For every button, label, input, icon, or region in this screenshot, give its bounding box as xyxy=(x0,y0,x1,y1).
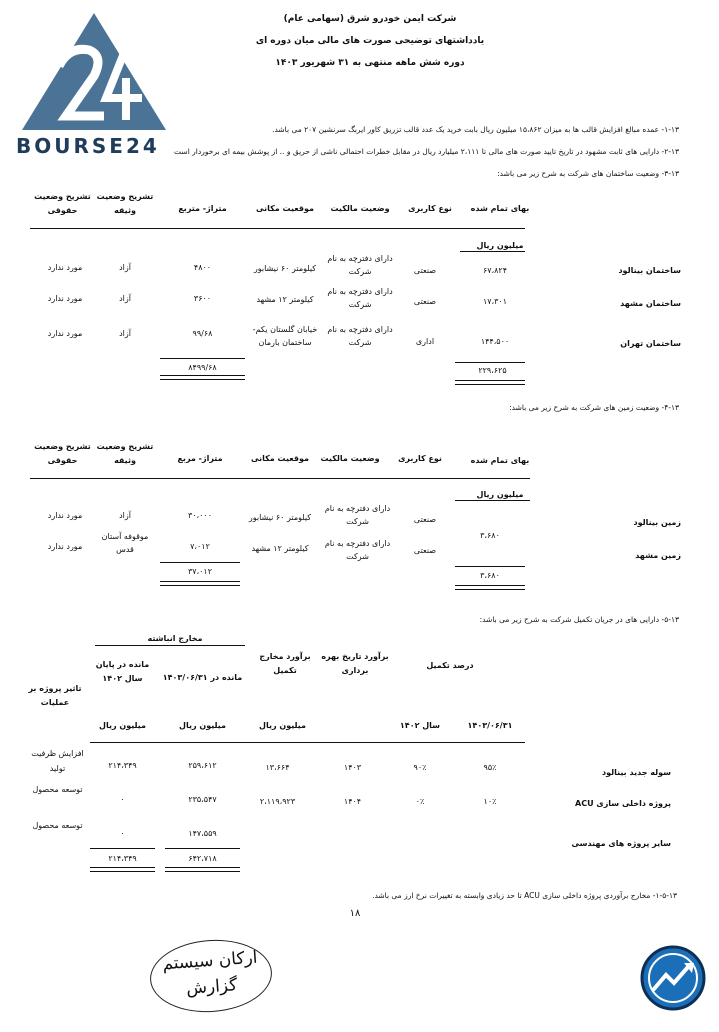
col-header-usage: نوع کاربری xyxy=(408,204,452,213)
cell-ownership: دارای دفترچه به نام شرکت xyxy=(324,539,391,561)
col-header-balance-1403: مانده در ۱۴۰۳/۰۶/۳۱ xyxy=(162,673,243,682)
col-header-impact: تاثیر پروژه بر عملیات xyxy=(28,684,82,707)
cell-est-date: ۱۴۰۴ xyxy=(343,797,362,806)
col-header-cost: بهای تمام شده xyxy=(470,456,530,465)
cell-location: کیلومتر ۱۲ مشهد xyxy=(256,295,314,304)
cell-cost: ۱۴۴،۵۰۰ xyxy=(480,337,510,346)
col-header-est-cost: برآورد مخارج تکمیل xyxy=(259,652,311,675)
unit-label: میلیون ریال xyxy=(476,490,524,499)
col-header-legal: تشریح وضعیت حقوقی xyxy=(34,192,91,215)
stamp xyxy=(148,936,275,1016)
cell-usage: صنعتی xyxy=(413,297,437,306)
row-name: ساختمان مشهد xyxy=(620,299,681,308)
cell-usage: صنعتی xyxy=(413,266,437,275)
trend-chart-icon xyxy=(640,945,706,1011)
cell-pct-1403: ۹۵٪ xyxy=(483,763,497,772)
total-1402: ۲۱۴،۳۴۹ xyxy=(108,854,137,863)
cell-bal-1402: ۰ xyxy=(120,795,125,804)
header-divider xyxy=(30,228,525,229)
col-header-location: موقعیت مکانی xyxy=(251,454,309,463)
company-name: شرکت ایمن خودرو شرق (سهامی عام) xyxy=(283,14,457,24)
cell-bal-1402: ۰ xyxy=(120,829,125,838)
col-header-cost: بهای تمام شده xyxy=(470,204,530,213)
cell-bal-1403: ۲۳۵،۵۴۷ xyxy=(188,795,217,804)
col-header-ownership: وضعیت مالکیت xyxy=(330,204,390,213)
cell-area: ۴۸۰۰ xyxy=(193,263,212,272)
cell-est-date: ۱۴۰۳ xyxy=(343,763,362,772)
col-header-area: متراژ- مربع xyxy=(177,454,223,463)
logo-triangle-icon xyxy=(14,8,174,138)
cell-est-cost: ۲،۱۱۹،۹۲۳ xyxy=(259,797,296,806)
double-underline xyxy=(165,867,240,872)
col-header-date-1403: ۱۴۰۳/۰۶/۳۱ xyxy=(467,721,513,730)
cell-legal: مورد ندارد xyxy=(47,511,83,520)
cell-ownership: دارای دفترچه به نام شرکت xyxy=(327,325,393,347)
unit-underline xyxy=(455,500,530,501)
cell-location: خیابان گلستان یکم- ساختمان بارمان xyxy=(252,325,318,347)
col-header-collateral: تشریح وضعیت وثیقه xyxy=(96,442,154,465)
cell-impact: افزایش ظرفیت تولید xyxy=(31,749,84,773)
col-header-location: موقعیت مکانی xyxy=(256,204,314,213)
period-title: دوره شش ماهه منتهی به ۳۱ شهریور ۱۴۰۳ xyxy=(275,58,465,68)
double-underline xyxy=(160,581,240,586)
cell-legal: مورد ندارد xyxy=(47,263,83,272)
cell-impact: توسعه محصول xyxy=(32,821,83,830)
row-name: ساختمان بینالود xyxy=(618,266,681,275)
total-line xyxy=(165,848,240,849)
bourse-circle-logo xyxy=(640,945,706,1011)
total-line xyxy=(455,362,525,363)
cell-collateral: آزاد xyxy=(119,329,131,338)
cell-location: کیلومتر ۶۰ نیشابور xyxy=(248,513,312,522)
total-1403: ۶۴۲،۷۱۸ xyxy=(188,854,217,863)
unit-label: میلیون ریال xyxy=(99,721,146,730)
total-line xyxy=(455,566,525,567)
stamp-line-1: ارکان سیستم xyxy=(161,947,259,975)
cell-legal: مورد ندارد xyxy=(47,329,83,338)
total-cost: ۲۲۹،۶۲۵ xyxy=(478,366,507,375)
cell-collateral: آزاد xyxy=(119,263,131,272)
cell-ownership: دارای دفترچه به نام شرکت xyxy=(324,504,391,526)
col-header-year-1402: سال ۱۴۰۲ xyxy=(399,721,441,730)
double-underline xyxy=(455,585,525,590)
col-header-est-date: برآورد تاریخ بهره برداری xyxy=(321,652,389,675)
col-header-collateral: تشریح وضعیت وثیقه xyxy=(96,192,154,215)
note-13-5-1: ۱-۵-۱۳- مخارج برآوردی پروژه داخلی سازی ACU تا حد زیادی وابسته به تغییرات نرخ ارز می باشد. xyxy=(372,891,677,900)
total-line xyxy=(160,358,245,359)
col-header-balance-1402: مانده در پایان سال ۱۴۰۲ xyxy=(95,660,150,683)
cell-area: ۷،۰۱۲ xyxy=(190,542,210,551)
cell-collateral: آزاد xyxy=(119,294,131,303)
unit-label: میلیون ریال xyxy=(179,721,226,730)
row-name: زمین بینالود xyxy=(633,518,681,527)
cell-legal: مورد ندارد xyxy=(47,542,83,551)
cell-collateral: آزاد xyxy=(119,511,131,520)
double-underline xyxy=(455,380,525,385)
row-name: ACU پروژه داخلی سازی xyxy=(575,799,671,808)
notes-title: یادداشتهای توضیحی صورت های مالی میان دوره ای xyxy=(255,36,485,46)
col-header-legal: تشریح وضعیت حقوقی xyxy=(34,442,91,465)
col-header-area: متراژ- متربع xyxy=(178,204,227,213)
row-name: سایر پروژه های مهندسی xyxy=(571,839,671,848)
cell-location: کیلومتر ۶۰ نیشابور xyxy=(253,264,317,273)
cell-ownership: دارای دفترچه به نام شرکت xyxy=(327,287,393,309)
total-line xyxy=(90,848,155,849)
cell-cost: ۶۷،۸۲۴ xyxy=(482,266,508,275)
unit-label: میلیون ریال xyxy=(476,241,524,250)
cell-bal-1403: ۱۴۷،۵۵۹ xyxy=(188,829,217,838)
cell-usage: صنعتی xyxy=(413,546,437,555)
cell-bal-1403: ۲۵۹،۶۱۲ xyxy=(188,761,217,770)
cell-area: ۳۶۰۰ xyxy=(193,294,212,303)
total-area: ۳۷،۰۱۲ xyxy=(187,567,213,576)
header-divider xyxy=(90,742,525,743)
col-header-completion: درصد تکمیل xyxy=(426,661,474,670)
cell-est-cost: ۱۳،۶۶۴ xyxy=(265,763,290,772)
cell-impact: توسعه محصول xyxy=(32,785,83,794)
row-name: سوله جدید بینالود xyxy=(602,768,671,777)
page-number: ۱۸ xyxy=(349,908,361,919)
cell-collateral: موقوفه آستان قدس xyxy=(101,532,149,554)
total-area: ۸۴۹۹/۶۸ xyxy=(188,363,217,372)
stamp-line-2: گزارش xyxy=(185,975,238,999)
col-header-usage: نوع کاربری xyxy=(398,454,442,463)
note-13-3: ۳-۱۳- وضعیت ساختمان های شرکت به شرح زیر می باشد: xyxy=(497,169,679,178)
cell-bal-1402: ۲۱۴،۳۴۹ xyxy=(108,761,137,770)
land-cost: ۳،۶۸۰ xyxy=(480,531,500,540)
col-header-accumulated: مخارج انباشته xyxy=(147,634,203,643)
logo-text: BOURSE24 xyxy=(16,134,160,158)
col-header-ownership: وضعیت مالکیت xyxy=(320,454,380,463)
bourse24-logo xyxy=(14,8,174,158)
unit-underline xyxy=(460,251,525,252)
cell-pct-1402: ۹۰٪ xyxy=(413,763,427,772)
cell-legal: مورد ندارد xyxy=(47,294,83,303)
note-13-5: ۵-۱۳- دارایی های در جریان تکمیل شرکت به شرح زیر می باشد: xyxy=(479,615,679,624)
double-underline xyxy=(90,867,155,872)
cell-pct-1402: ۰٪ xyxy=(415,797,425,806)
note-13-4: ۴-۱۳- وضعیت زمین های شرکت به شرح زیر می باشد: xyxy=(509,403,679,412)
total-cost: ۳،۶۸۰ xyxy=(480,571,500,580)
total-line xyxy=(160,562,240,563)
accumulated-underline xyxy=(95,645,245,646)
cell-pct-1403: ۱۰٪ xyxy=(483,797,497,806)
cell-area: ۳۰،۰۰۰ xyxy=(187,511,213,520)
double-underline xyxy=(160,375,245,380)
cell-location: کیلومتر ۱۲ مشهد xyxy=(251,544,309,553)
header-divider xyxy=(30,478,530,479)
note-13-1: ۱-۱۳- عمده مبالغ افزایش قالب ها به میزان ۱۵،۸۶۲ میلیون ریال بابت خرید یک عدد قالب تزریق کاور ایربگ سرنشین ۲۰۷ می باشد. xyxy=(272,125,679,134)
cell-usage: اداری xyxy=(415,337,435,346)
note-13-2: ۲-۱۳- دارایی های ثابت مشهود در تاریخ تایید صورت های مالی تا ۲،۱۱۱ میلیارد ریال در مقابل خطرات احتمالی ناشی از حریق و .. از پوشش بیمه ای برخوردار است xyxy=(174,147,679,156)
row-name: ساختمان تهران xyxy=(620,339,681,348)
cell-area: ۹۹/۶۸ xyxy=(192,329,213,338)
unit-label: میلیون ریال xyxy=(259,721,306,730)
cell-usage: صنعتی xyxy=(413,515,437,524)
row-name: زمین مشهد xyxy=(635,551,681,560)
cell-cost: ۱۷،۳۰۱ xyxy=(482,297,508,306)
cell-ownership: دارای دفترچه به نام شرکت xyxy=(327,254,393,276)
